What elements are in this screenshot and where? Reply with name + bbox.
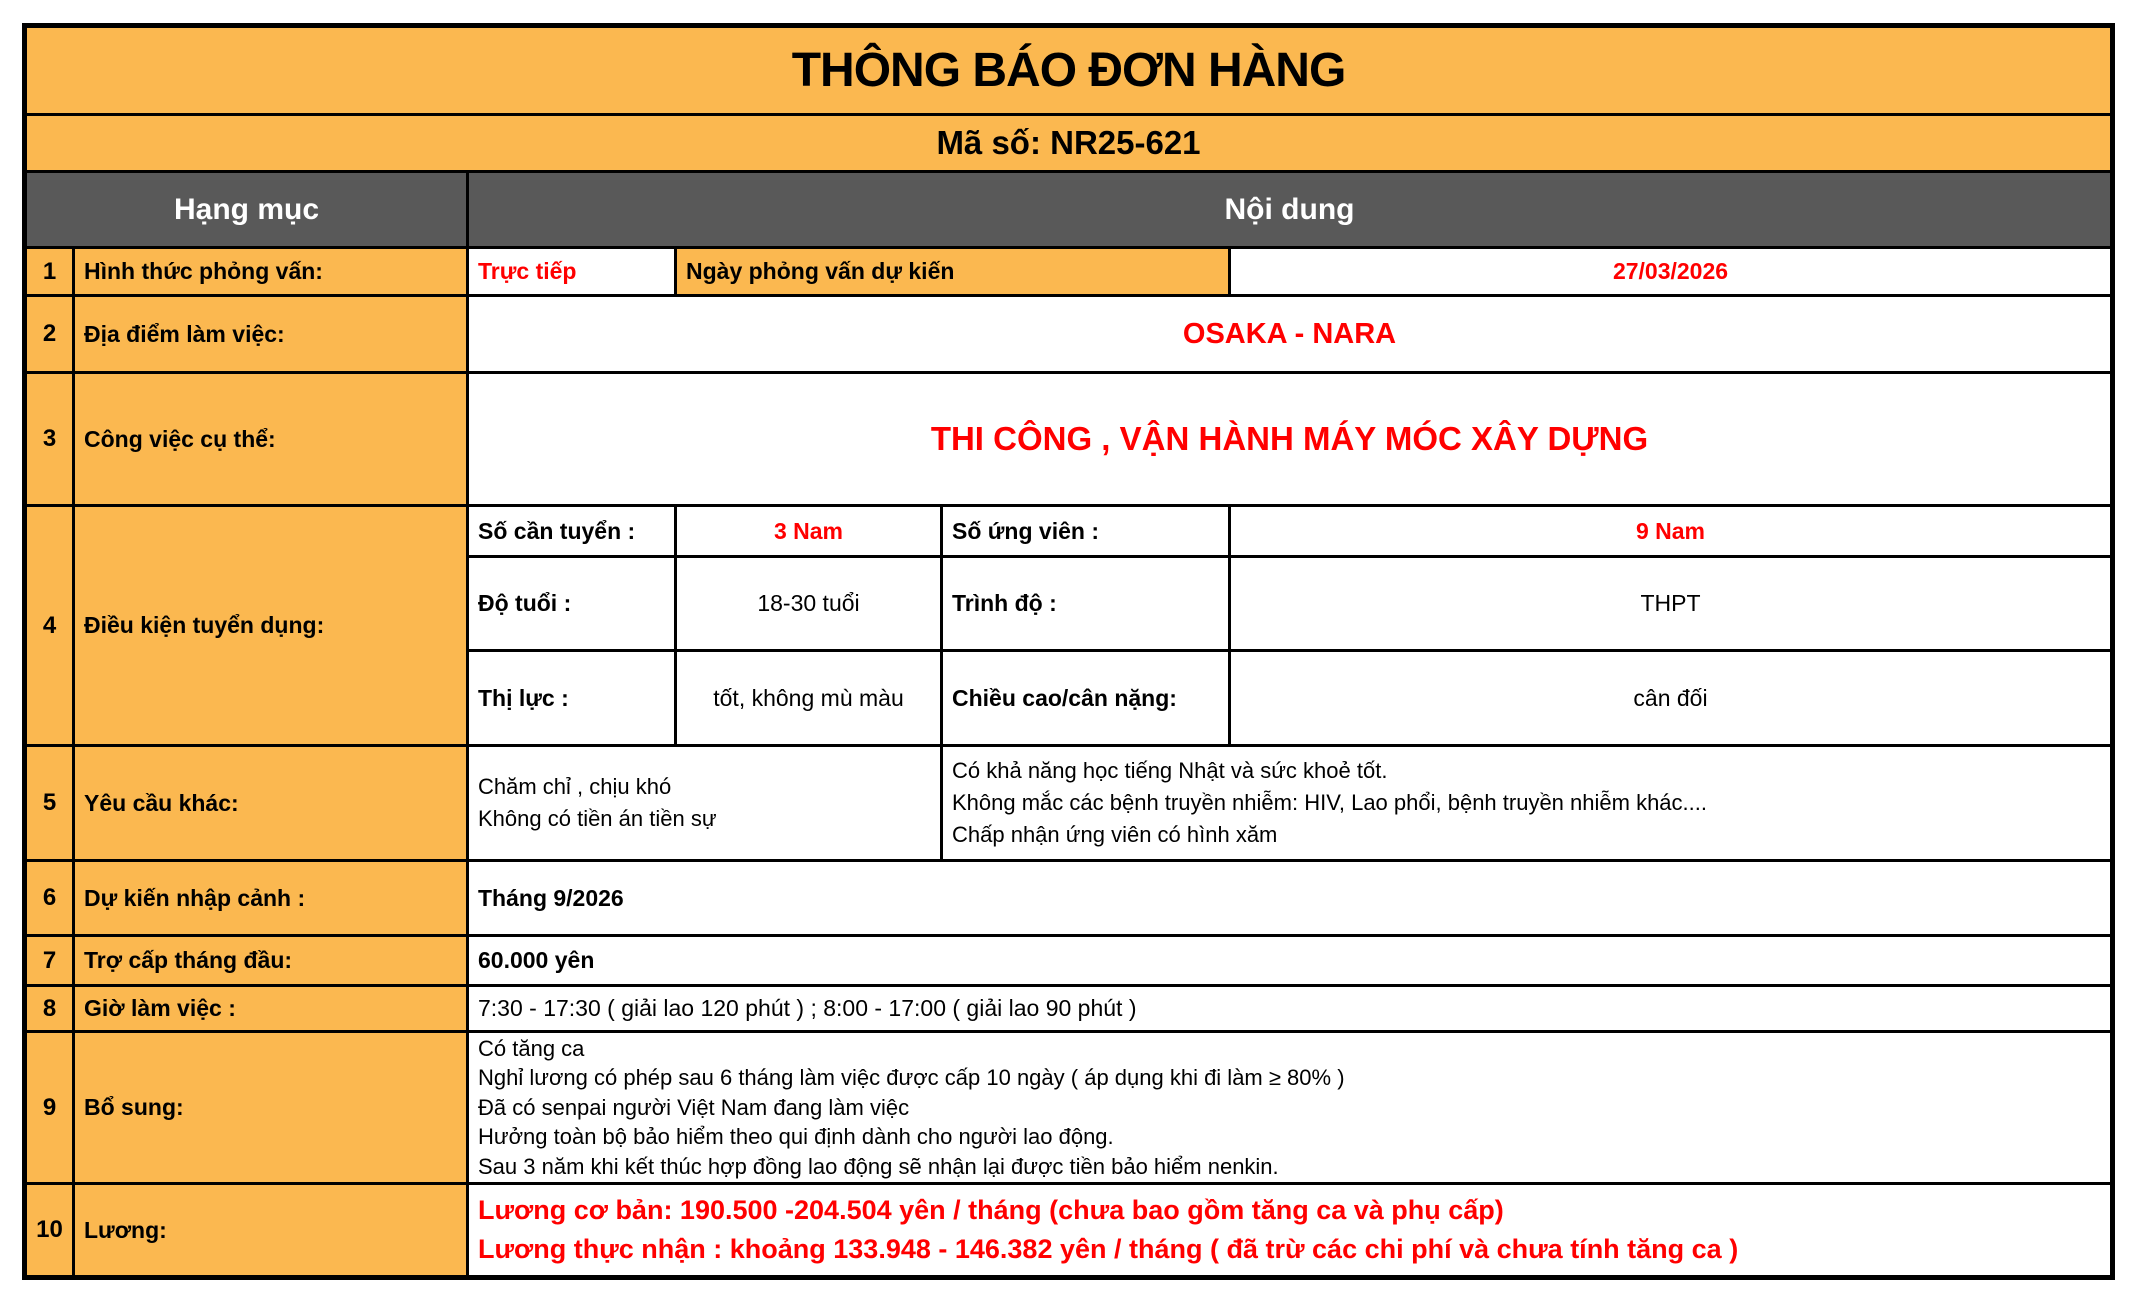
row-9-number: 9 — [27, 1033, 75, 1182]
interview-type: Trực tiếp — [478, 258, 577, 284]
row-10-label: Lương: — [75, 1185, 469, 1275]
recruit-count-value: 3 Nam — [773, 517, 844, 544]
row-8-number: 8 — [27, 987, 75, 1030]
row-3-number: 3 — [27, 374, 75, 504]
salary-net-line: Lương thực nhận : khoảng 133.948 - 146.382 yên / tháng ( đã trừ các chi phí và chưa tính tăng ca ) — [478, 1234, 1739, 1264]
row-2-label: Địa điểm làm việc: — [75, 297, 469, 371]
vision-value: tốt, không mù màu — [713, 684, 904, 711]
conditions-subrow-age — [469, 558, 2110, 652]
candidate-count-value: 9 Nam — [1635, 517, 1706, 544]
row-allowance — [27, 937, 2110, 987]
requirement-line: Không có tiền án tiền sự — [478, 806, 717, 831]
working-hours-value: 7:30 - 17:30 ( giải lao 120 phút ) ; 8:00 - 17:00 ( giải lao 90 phút ) — [478, 995, 1137, 1021]
vision-label: Thị lực : — [469, 652, 677, 744]
row-7-label: Trợ cấp tháng đầu: — [75, 937, 469, 984]
row-5-label: Yêu cầu khác: — [75, 747, 469, 859]
education-value: THPT — [1640, 590, 1701, 617]
row-location — [27, 297, 2110, 374]
entry-date-value: Tháng 9/2026 — [478, 884, 624, 911]
requirement-line: Có khả năng học tiếng Nhật và sức khoẻ tốt. — [952, 758, 1388, 783]
conditions-subrow-recruit — [469, 507, 2110, 558]
recruit-count-label: Số cần tuyển : — [469, 507, 677, 555]
requirement-line: Không mắc các bệnh truyền nhiễm: HIV, Lao phổi, bệnh truyền nhiễm khác.... — [952, 790, 1707, 815]
allowance-value: 60.000 yên — [478, 947, 595, 973]
education-label: Trình độ : — [943, 558, 1231, 649]
interview-date: 27/03/2026 — [1612, 258, 1729, 284]
row-entry-date — [27, 862, 2110, 937]
header-item-cell — [27, 173, 469, 246]
additional-line: Có tăng ca — [478, 1035, 585, 1061]
row-1-label: Hình thức phỏng vấn: — [75, 249, 469, 294]
requirements-right-cell — [943, 747, 2110, 859]
additional-line: Hưởng toàn bộ bảo hiểm theo qui định dành cho người lao động. — [478, 1124, 1114, 1150]
row-conditions — [27, 507, 2110, 747]
conditions-subgrid — [469, 507, 2110, 744]
title-row — [27, 28, 2110, 116]
row-working-hours — [27, 987, 2110, 1033]
salary-cell — [469, 1185, 2110, 1275]
row-3-label: Công việc cụ thể: — [75, 374, 469, 504]
additional-line: Sau 3 năm khi kết thúc hợp đồng lao động sẽ nhận lại được tiền bảo hiểm nenkin. — [478, 1153, 1279, 1179]
row-7-number: 7 — [27, 937, 75, 984]
row-8-label: Giờ làm việc : — [75, 987, 469, 1030]
height-weight-value: cân đối — [1633, 684, 1708, 711]
job-order-table — [22, 23, 2115, 1280]
additional-info-cell — [469, 1033, 2110, 1182]
additional-line: Đã có senpai người Việt Nam đang làm việc — [478, 1094, 910, 1120]
row-5-number: 5 — [27, 747, 75, 859]
row-other-requirements — [27, 747, 2110, 862]
row-6-label: Dự kiến nhập cảnh : — [75, 862, 469, 934]
row-2-number: 2 — [27, 297, 75, 371]
salary-base-line: Lương cơ bản: 190.500 -204.504 yên / tháng (chưa bao gồm tăng ca và phụ cấp) — [478, 1195, 1504, 1225]
requirement-line: Chấp nhận ứng viên có hình xăm — [952, 822, 1278, 847]
row-10-number: 10 — [27, 1185, 75, 1275]
age-value: 18-30 tuổi — [757, 590, 860, 617]
row-1-number: 1 — [27, 249, 75, 294]
row-9-label: Bổ sung: — [75, 1033, 469, 1182]
header-content: Nội dung — [1224, 192, 1355, 226]
age-label: Độ tuổi : — [469, 558, 677, 649]
candidate-count-label: Số ứng viên : — [943, 507, 1231, 555]
row-4-number: 4 — [27, 507, 75, 744]
job-description: THI CÔNG , VẬN HÀNH MÁY MÓC XÂY DỰNG — [930, 420, 1649, 457]
row-additional — [27, 1033, 2110, 1185]
row-job — [27, 374, 2110, 507]
column-header-row — [27, 173, 2110, 249]
code-row — [27, 116, 2110, 173]
additional-line: Nghỉ lương có phép sau 6 tháng làm việc được cấp 10 ngày ( áp dụng khi đi làm ≥ 80% ) — [478, 1065, 1345, 1091]
order-code-cell — [27, 116, 2110, 170]
row-4-label: Điều kiện tuyển dụng: — [75, 507, 469, 744]
requirement-line: Chăm chỉ , chịu khó — [478, 774, 672, 799]
page-title-cell — [27, 28, 2110, 113]
height-weight-label: Chiều cao/cân nặng: — [943, 652, 1231, 744]
row-6-number: 6 — [27, 862, 75, 934]
header-content-cell — [469, 173, 2110, 246]
requirements-left-cell — [469, 747, 943, 859]
work-location: OSAKA - NARA — [1182, 317, 1397, 350]
header-item: Hạng mục — [173, 192, 320, 226]
conditions-subrow-vision — [469, 652, 2110, 744]
row-salary — [27, 1185, 2110, 1275]
page-title: THÔNG BÁO ĐƠN HÀNG — [791, 44, 1346, 97]
row-interview — [27, 249, 2110, 297]
interview-date-label: Ngày phỏng vấn dự kiến — [677, 249, 1231, 294]
order-code: Mã số: NR25-621 — [936, 124, 1201, 161]
